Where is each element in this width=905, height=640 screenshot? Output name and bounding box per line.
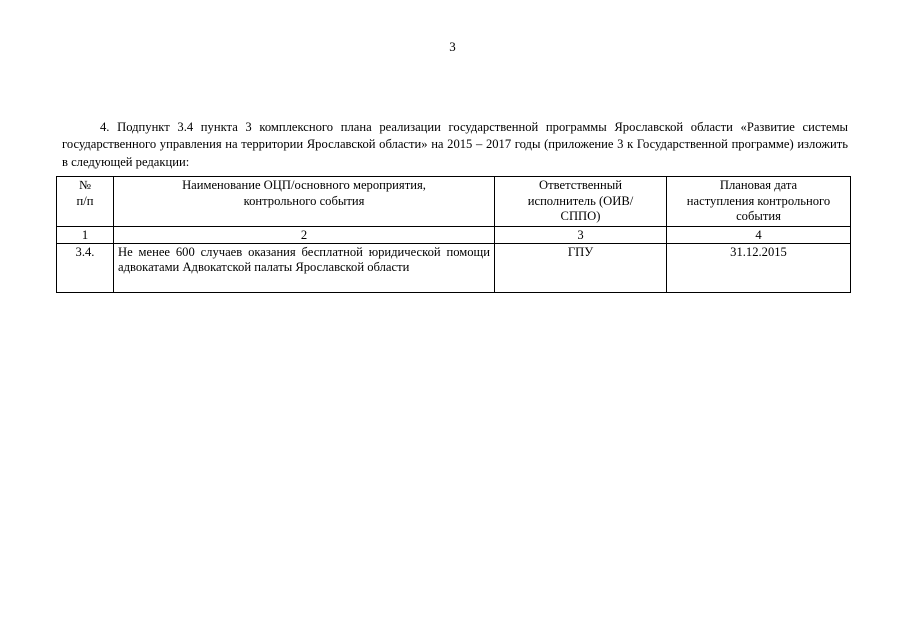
column-number-3: 3 [495,226,667,243]
column-number-row [57,226,851,243]
header-executor-line3: СППО) [560,209,601,223]
column-number-1: 1 [57,226,114,243]
header-number-line2: п/п [76,193,94,208]
amendment-paragraph: 4. Подпункт 3.4 пункта 3 комплексного плана реализации государственной программы Ярославской области «Развитие системы государственного управления на территории Ярославской области» на 2015 – 2017 годы (приложение 3 к Государственной программе) изложить в следующей редакции: [62,119,848,169]
table-row [57,243,851,292]
header-date-line1: Плановая дата [719,178,798,192]
header-name-line1: Наименование ОЦП/основного мероприятия, [182,178,426,192]
row-number: 3.4. [57,243,114,292]
column-number-4: 4 [667,226,851,243]
table-header-row [57,177,851,227]
page-number: 3 [449,39,456,54]
header-number-line1: № [78,178,92,192]
row-name: Не менее 600 случаев оказания бесплатной юридической помощи адвокатами Адвокатской палаты Ярославской области [114,243,495,292]
header-executor-line1: Ответственный [539,178,622,192]
column-number-2: 2 [114,226,495,243]
header-executor [495,177,667,227]
header-name-line2: контрольного события [243,193,365,208]
row-executor: ГПУ [495,243,667,292]
row-date: 31.12.2015 [667,243,851,292]
header-name [114,177,495,227]
header-date [667,177,851,227]
header-date-line2: наступления контрольного [686,193,831,208]
plan-table [56,176,851,293]
header-number [57,177,114,227]
header-date-line3: события [736,209,781,223]
header-executor-line2: исполнитель (ОИВ/ [527,193,634,208]
